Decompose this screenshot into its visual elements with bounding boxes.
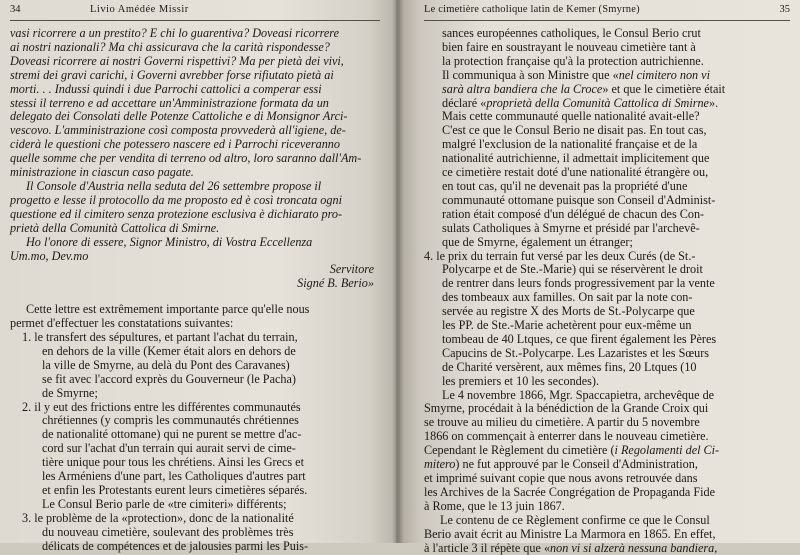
text-line: Signé B. Berio» [297,276,374,291]
running-title-left: Livio Amédée Missir [90,4,189,15]
text-line: Le Consul Berio parle de «tre cimiteri» différents; [42,496,287,511]
text-line: Smyrne, procédait à la bénédiction de la Grande Croix qui [424,401,709,416]
text-line: sances européennes catholiques, le Consul Berio crut [442,26,701,40]
text-line: 1866 on commençait à enterrer dans le nouveau cimetière. [424,429,709,444]
text-line: chrétiennes (y compris les communautés chrétiennes [42,413,299,428]
text-line: cord sur l'achat d'un terrain qui aurait servi de cime- [42,441,296,456]
text-line: progetto e lesse il protocollo da me proposto ed è così troncata ogni [10,192,342,207]
text-line: Il Console d'Austria nella seduta del 26 settembre propose il [26,178,322,193]
text-line: Le 4 novembre 1866, Mgr. Spaccapietra, archevêque de [442,387,715,402]
right-page [396,0,800,555]
text-line: et enfin les Protestants eurent leurs cimetières séparés. [42,483,308,497]
book-gutter-shadow [392,0,404,543]
text-line: Polycarpe et de Ste.-Marie) qui se réservèrent le droit [442,262,703,277]
text-line: 1. le transfert des sépultures, et partant l'achat du terrain, [22,330,298,345]
text-line: 2. il y eut des frictions entre les différentes communautés [22,399,301,414]
text-line: quelle somme che per vendita di terreno od altro, loro saranno dall'Am- [10,151,362,166]
text-line: se trouve au milieu du cimetière. A partir du 5 novembre [424,415,700,430]
text-line: ai nostri nazionali? Ma chi assicurava che la carità rispondesse? [10,39,330,54]
text-line: à l'article 3 il répète que «non vi si alzerà nessuna bandiera, [424,540,718,555]
text-line: ce cimetière restait doté d'une nationalité étrangère ou, [442,165,709,180]
text-line: en tout cas, qu'il ne devenait pas la propriété d'une [442,178,688,193]
body-text-left [10,303,380,553]
text-line: Doveasi ricorrere ai nostri Governi rispettivi? Ma per pietà dei vivi, [10,53,344,68]
text-line: du nouveau cimetière, soulevant des problèmes très [42,524,294,539]
text-line: stremi dei gravi carichi, i Governi avrebber forse rifiutato pietà ai [10,67,334,82]
text-line: Ho l'onore di essere, Signor Ministro, di Vostra Eccellenza [26,234,313,249]
text-line: de nationalité ottomane) qui ne purent se mettre d'ac- [42,427,302,442]
text-line: les Archives de la Sacrée Congrégation de Propaganda Fide [424,484,716,499]
text-line: les Arméniens d'une part, les Catholiques d'autres part [42,469,306,484]
text-line: stessi il terreno e ad accettare un'Amministrazione formata da un [10,95,329,110]
running-head-right [424,0,790,21]
text-line: de Smyrne; [42,385,98,400]
text-line: vescovo. L'amministrazione così composta provvederà all'igiene, de- [10,123,346,138]
text-line: en dehors de la ville (Kemer était alors en dehors de [42,343,296,358]
body-text-right [424,27,790,555]
text-line: se fit avec l'accord exprès du Gouverneur (le Pacha) [42,371,296,386]
text-line: Mais cette communauté quelle nationalité avait-elle? [442,109,700,124]
text-line: Cette lettre est extrêmement importante parce qu'elle nous [26,302,310,317]
text-line: permet d'effectuer les constatations suivantes: [10,316,234,331]
text-line: Il communiqua à son Ministre que «nel cimitero non vi [442,67,710,82]
page-number-right: 35 [779,4,790,15]
left-page [0,0,396,553]
text-line: la protection française qu'à la protection autrichienne. [442,53,704,68]
text-line: Capucins de St.-Polycarpe. Les Lazaristes et les Sœurs [442,345,710,360]
text-line: tombeau de 40 Ltques, ce que firent également les Pères [442,331,717,346]
text-line: ration était composé d'un délégué de chacun des Con- [442,206,705,221]
text-line: sarà altra bandiera che la Croce» et que le cimetière était [442,81,726,96]
text-line: des tombeaux aux familles. On sait par la note con- [442,290,693,305]
text-line: Servitore [329,262,374,277]
running-head-left [10,0,380,21]
text-line: 3. le problème de la «protection», donc de la nationalité [22,510,294,525]
text-line: questione ed il cimitero senza protezione esclusiva è dichiarato pro- [10,206,343,221]
text-line: prietà della Comunità Cattolica di Smirne. [10,220,220,235]
text-line: tière unique pour tous les chrétiens. Ainsi les Grecs et [42,455,304,470]
text-line: malgré l'exclusion de la nationalité française et de la [442,137,698,152]
signature-block [10,263,380,291]
text-line: délicats de compétences et de jalousies parmi les Puis- [42,538,309,553]
italian-quote [10,27,380,263]
text-line: Cependant le Règlement du cimetière (i Regolamenti del Ci- [424,443,720,458]
text-line: que de Smyrne, également un étranger; [442,234,633,249]
text-line: Le contenu de ce Règlement confirme ce que le Consul [440,512,710,527]
text-line: de Charité versèrent, aux mêmes fins, 20 Ltques (10 [442,359,697,374]
text-line: Berio avait écrit au Ministre La Marmora en 1865. En effet, [424,526,716,541]
text-line: déclaré «proprietà della Comunità Cattolica di Smirne». [442,95,719,110]
text-line: morti. . . Indussi quindi i due Parrochi cattolici a comperar essi [10,81,322,96]
text-line: sulats Catholiques à Smyrne et présidé par l'archevê- [442,220,700,235]
text-line: nationalité autrichienne, il admettait implicitement que [442,151,710,166]
text-line: servée au registre X des Morts de St.-Polycarpe que [442,304,695,319]
text-line: les premiers et 10 les secondes). [442,373,600,388]
running-title-right: Le cimetière catholique latin de Kemer (Smyrne) [424,4,640,15]
text-line: mitero) ne fut approuvé par le Conseil d'Administration, [424,457,698,472]
page-number-left: 34 [10,4,21,15]
text-line: ministrazione in ciascun caso pagate. [10,165,194,180]
text-line: bien faire en soustrayant le nouveau cimetière tant à [442,39,696,54]
text-line: 4. le prix du terrain fut versé par les deux Curés (de St.- [424,248,696,263]
text-line: ciderà le questioni che potessero nascere ed i Parrochi riceveranno [10,137,340,152]
text-line: la ville de Smyrne, au delà du Pont des Caravanes) [42,357,290,372]
text-line: delegato dei Consolati delle Potenze Cattoliche e di Monsignor Arci- [10,109,348,124]
text-line: communauté ottomane puisque son Conseil d'Administ- [442,192,716,207]
text-line: C'est ce que le Consul Berio ne disait pas. En tout cas, [442,123,707,138]
text-line: de rentrer dans leurs fonds progressivement par la vente [442,276,715,291]
text-line: et imprimé suivant copie que nous avons retrouvée dans [424,471,698,485]
text-line: les PP. de Ste.-Marie achetèrent pour eux-même un [442,318,692,333]
text-line: à Rome, que le 13 juin 1867. [424,498,565,513]
text-line: Um.mo, Dev.mo [10,248,89,263]
text-line: vasi ricorrere a un prestito? E chi lo guarentiva? Doveasi ricorrere [10,26,340,40]
